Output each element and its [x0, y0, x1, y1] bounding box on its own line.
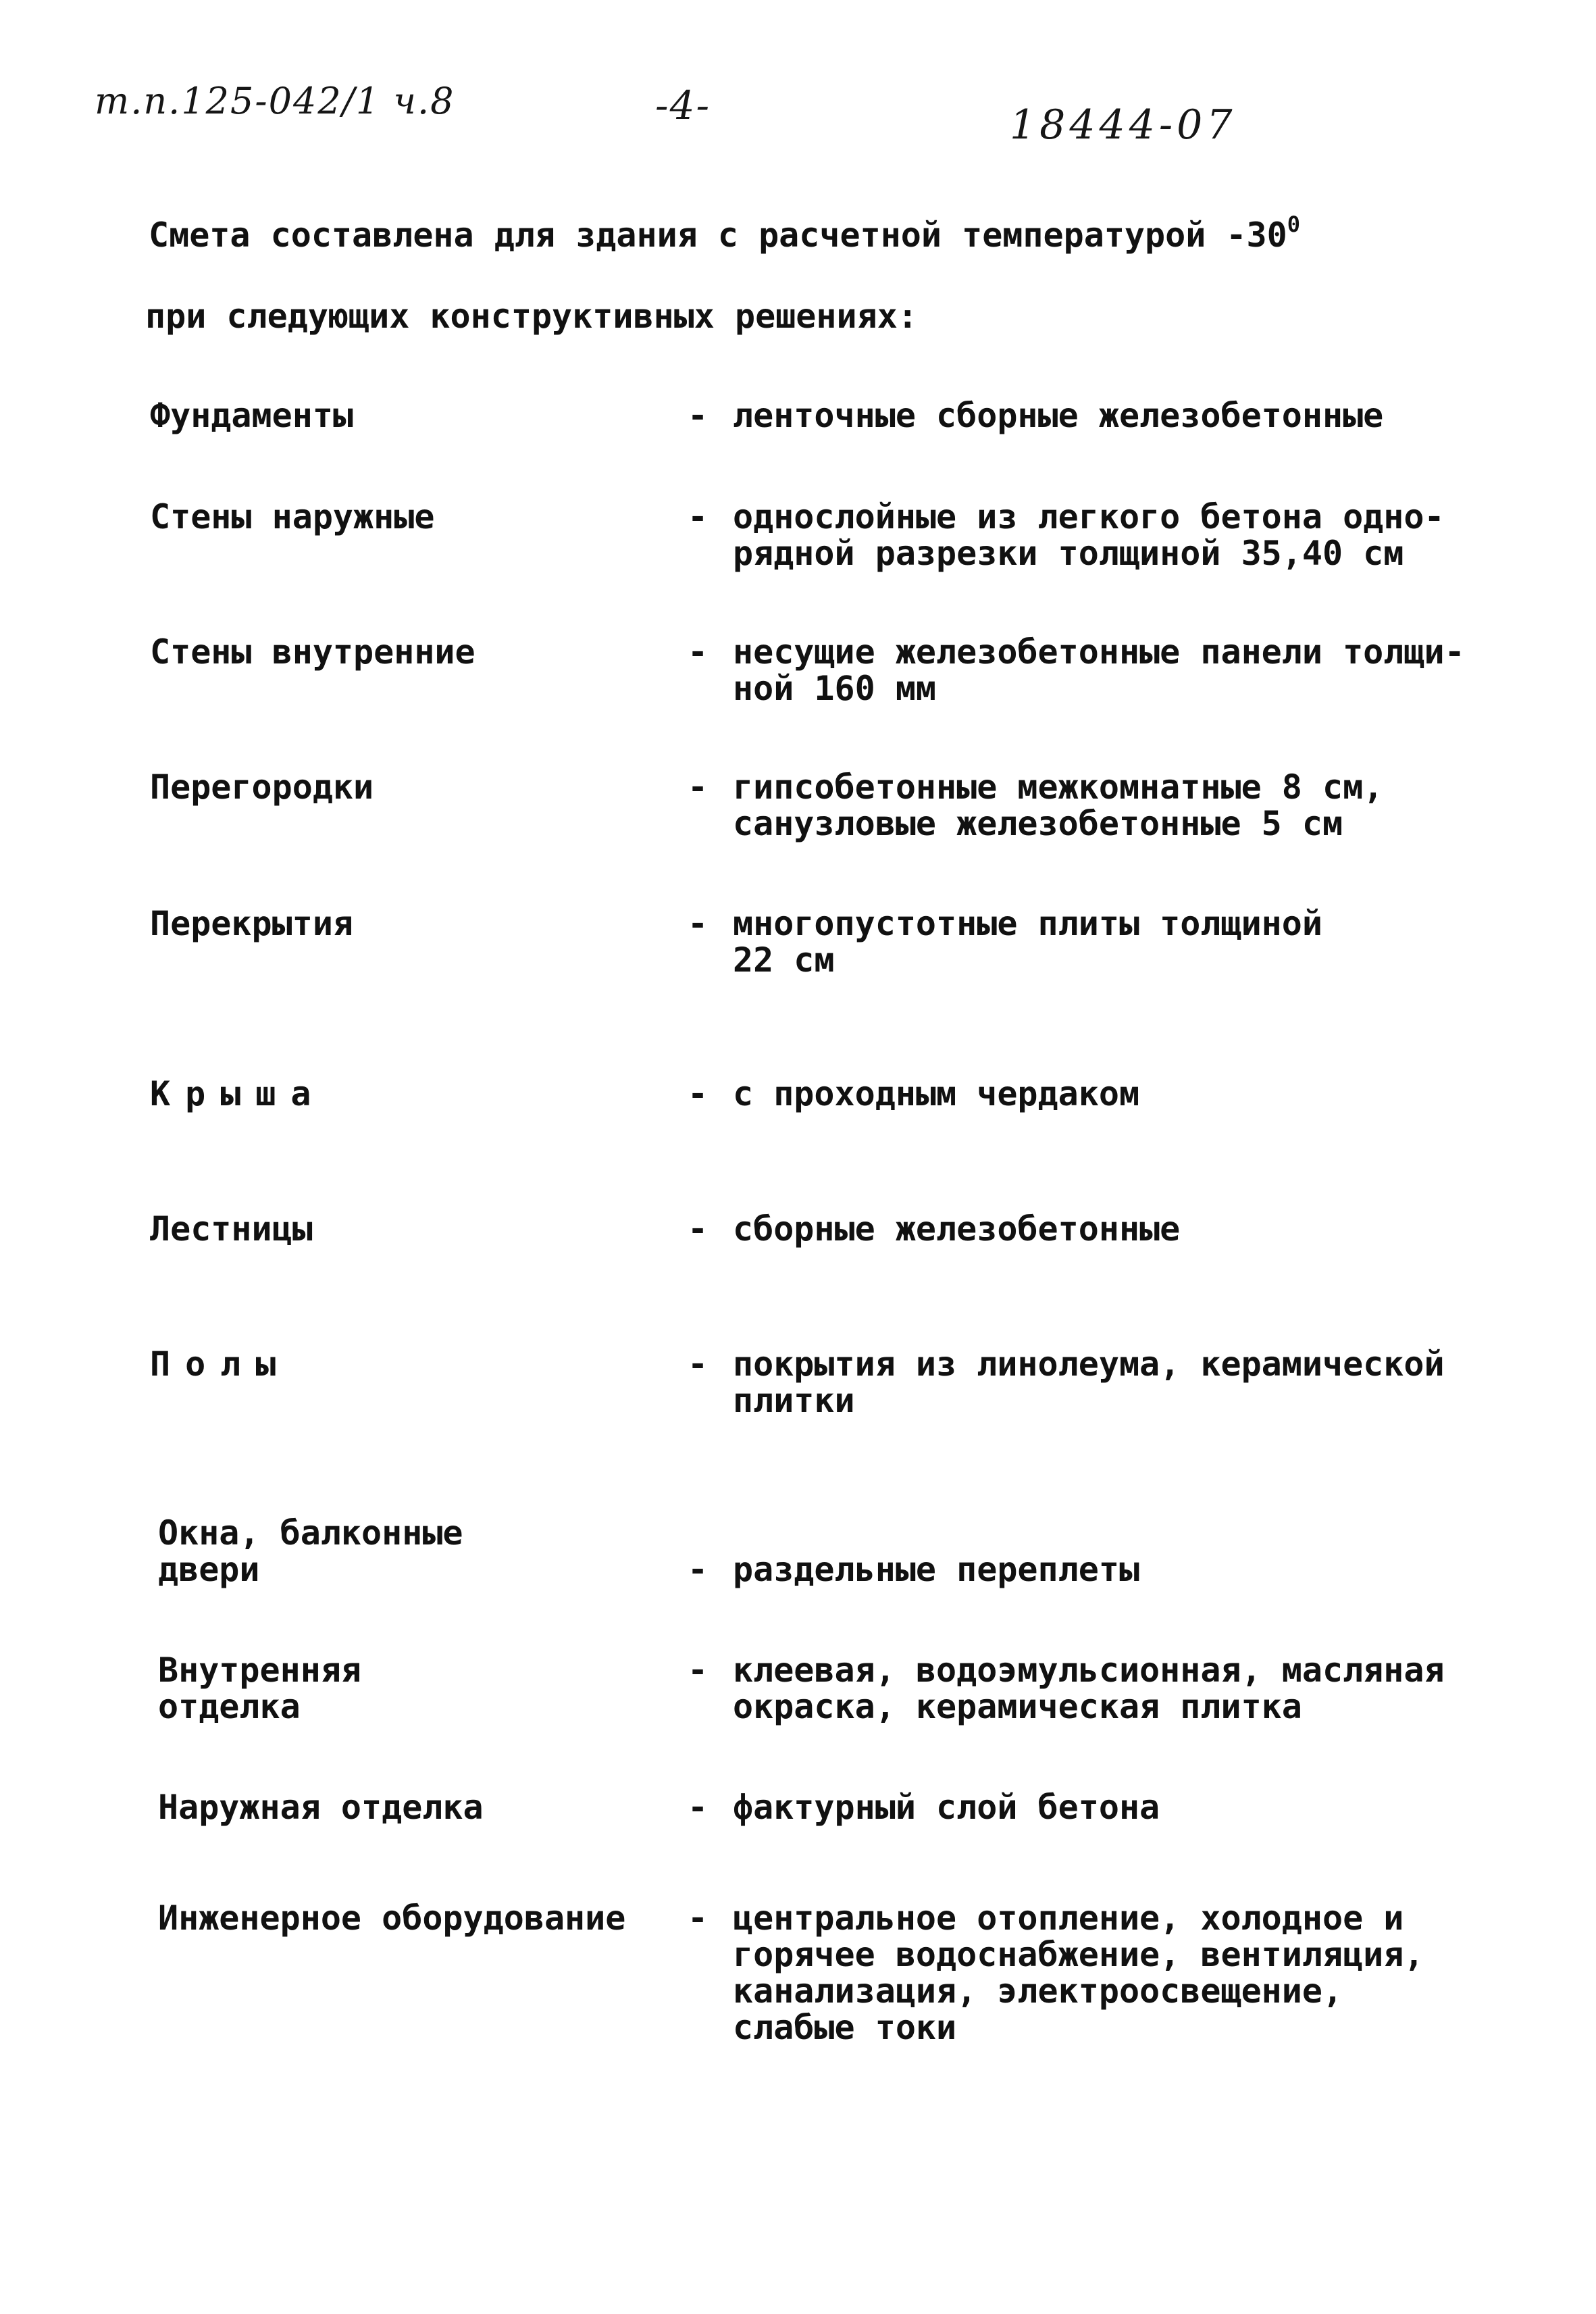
spec-label: Фундаменты [150, 396, 354, 435]
spec-dash: - [688, 396, 709, 435]
spec-dash: - [688, 1344, 709, 1384]
spec-value: многопустотные плиты толщиной 22 см [733, 904, 1322, 980]
spec-value: раздельные переплеты [733, 1550, 1140, 1589]
spec-value: однослойные из легкого бетона одно- рядной разрезки толщиной 35,40 см [733, 497, 1445, 573]
spec-label: Перекрытия [150, 904, 354, 943]
document-code: т.п.125-042/1 ч.8 [95, 80, 455, 122]
document-number: 18444-07 [1010, 101, 1237, 149]
spec-value: покрытия из линолеума, керамической плитки [733, 1344, 1445, 1420]
spec-value: сборные железобетонные [733, 1209, 1181, 1249]
spec-dash: - [688, 1550, 709, 1589]
degree-superscript: 0 [1287, 211, 1301, 237]
spec-label: Лестницы [150, 1209, 313, 1249]
spec-label: Полы [150, 1344, 291, 1384]
spec-dash: - [688, 1209, 709, 1249]
spec-value: с проходным чердаком [733, 1074, 1140, 1113]
spec-value: ленточные сборные железобетонные [733, 396, 1384, 435]
spec-dash: - [688, 768, 709, 807]
spec-dash: - [688, 1898, 709, 1938]
intro-paragraph [145, 184, 1499, 357]
spec-dash: - [688, 1074, 709, 1113]
page-number: -4- [655, 82, 711, 128]
spec-dash: - [688, 632, 709, 672]
spec-value: клеевая, водоэмульсионная, масляная окраска, керамическая плитка [733, 1651, 1445, 1726]
spec-dash: - [688, 497, 709, 536]
spec-dash: - [688, 1788, 709, 1827]
intro-line-1: Смета составлена для здания с расчетной температурой -30 [149, 216, 1287, 255]
spec-label: Стены внутренние [150, 632, 475, 672]
spec-dash: - [688, 904, 709, 943]
spec-value: гипсобетонные межкомнатные 8 см, санузловые железобетонные 5 см [733, 768, 1384, 843]
spec-dash: - [688, 1651, 709, 1690]
spec-label: Инженерное оборудование [158, 1898, 626, 1938]
intro-line-2: при следующих конструктивных решениях: [145, 297, 918, 336]
spec-value: фактурный слой бетона [733, 1788, 1160, 1827]
spec-label: Окна, балконные двери [158, 1513, 463, 1589]
spec-label: Перегородки [150, 768, 374, 807]
spec-label: Внутренняя отделка [158, 1651, 362, 1726]
spec-value: центральное отопление, холодное и горячее водоснабжение, вентиляция, канализация, электроосвещение, слабые токи [733, 1898, 1424, 2047]
spec-label: Стены наружные [150, 497, 435, 536]
spec-label: Наружная отделка [158, 1788, 484, 1827]
spec-label: Крыша [150, 1074, 326, 1113]
spec-value: несущие железобетонные панели толщи- ной 160 мм [733, 632, 1465, 708]
